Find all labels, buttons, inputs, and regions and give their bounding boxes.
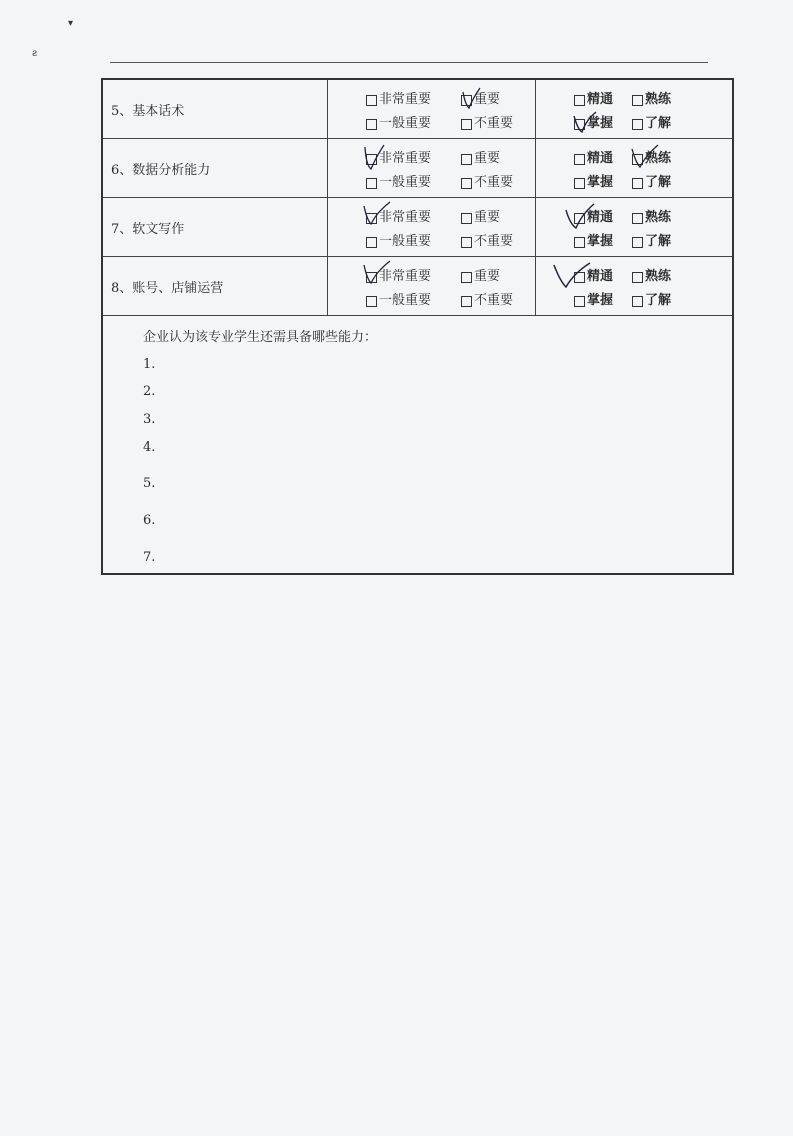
checkbox-very-important[interactable]: 非常重要 [366, 210, 431, 226]
table-row [103, 139, 732, 198]
proficiency-cell [536, 80, 732, 138]
answer-line-number: 6. [143, 513, 156, 528]
skill-label-cell [103, 257, 328, 315]
competency-form [101, 78, 734, 575]
checkbox-important[interactable]: 重要 [461, 269, 500, 285]
checkbox-not-important[interactable]: 不重要 [461, 175, 513, 191]
checkbox-expert[interactable]: 精通 [574, 210, 613, 226]
skill-label: 5、基本话术 [111, 103, 185, 119]
answer-line-number: 5. [143, 476, 156, 491]
scan-speck: ▾ [68, 18, 74, 29]
checkbox-important[interactable]: 重要 [461, 151, 500, 167]
open-question: 企业认为该专业学生还需具备哪些能力： [143, 330, 378, 345]
checkbox-proficient[interactable]: 熟练 [632, 151, 671, 167]
checkbox-mastered[interactable]: 掌握 [574, 293, 613, 309]
checkbox-somewhat-important[interactable]: 一般重要 [366, 293, 431, 309]
checkbox-somewhat-important[interactable]: 一般重要 [366, 116, 431, 132]
answer-line-number: 2. [143, 384, 156, 399]
importance-cell [328, 80, 536, 138]
checkbox-somewhat-important[interactable]: 一般重要 [366, 234, 431, 250]
checkbox-mastered[interactable]: 掌握 [574, 234, 613, 250]
skill-label: 8、账号、店铺运营 [111, 280, 224, 296]
answer-line-number: 3. [143, 412, 156, 427]
skill-label-cell [103, 139, 328, 197]
checkbox-proficient[interactable]: 熟练 [632, 92, 671, 108]
answer-line-number: 1. [143, 357, 156, 372]
checkbox-very-important[interactable]: 非常重要 [366, 151, 431, 167]
checkbox-not-important[interactable]: 不重要 [461, 293, 513, 309]
importance-cell [328, 198, 536, 256]
importance-cell [328, 257, 536, 315]
proficiency-cell [536, 198, 732, 256]
checkbox-important[interactable]: 重要 [461, 92, 500, 108]
table-row [103, 80, 732, 139]
checkbox-proficient[interactable]: 熟练 [632, 269, 671, 285]
answer-line-number: 7. [143, 550, 156, 565]
proficiency-cell [536, 139, 732, 197]
checkbox-not-important[interactable]: 不重要 [461, 234, 513, 250]
checkbox-not-important[interactable]: 不重要 [461, 116, 513, 132]
skill-label-cell [103, 198, 328, 256]
proficiency-cell [536, 257, 732, 315]
checkbox-expert[interactable]: 精通 [574, 92, 613, 108]
checkbox-understand[interactable]: 了解 [632, 234, 671, 250]
header-rule [110, 62, 708, 63]
checkbox-mastered[interactable]: 掌握 [574, 116, 613, 132]
answer-line-number: 4. [143, 440, 156, 455]
table-row [103, 257, 732, 316]
checkbox-understand[interactable]: 了解 [632, 175, 671, 191]
skill-label: 7、软文写作 [111, 221, 185, 237]
checkbox-very-important[interactable]: 非常重要 [366, 92, 431, 108]
skill-label-cell [103, 80, 328, 138]
checkbox-mastered[interactable]: 掌握 [574, 175, 613, 191]
scan-speck: ƨ [32, 48, 38, 59]
checkbox-proficient[interactable]: 熟练 [632, 210, 671, 226]
skill-label: 6、数据分析能力 [111, 162, 211, 178]
checkbox-somewhat-important[interactable]: 一般重要 [366, 175, 431, 191]
table-row [103, 198, 732, 257]
checkbox-understand[interactable]: 了解 [632, 116, 671, 132]
checkbox-important[interactable]: 重要 [461, 210, 500, 226]
checkbox-very-important[interactable]: 非常重要 [366, 269, 431, 285]
checkbox-expert[interactable]: 精通 [574, 269, 613, 285]
checkbox-expert[interactable]: 精通 [574, 151, 613, 167]
checkbox-understand[interactable]: 了解 [632, 293, 671, 309]
importance-cell [328, 139, 536, 197]
